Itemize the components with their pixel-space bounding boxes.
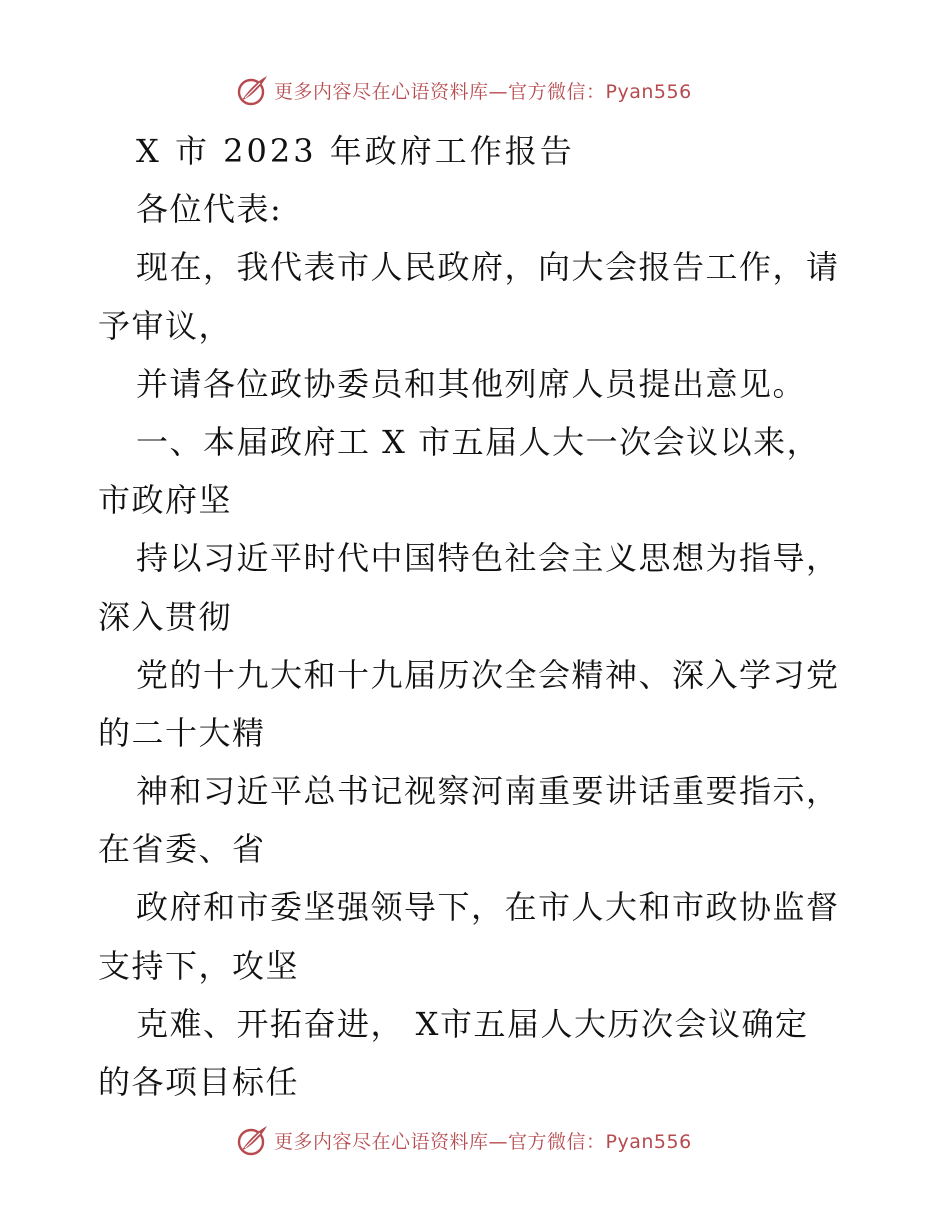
feather-pen-logo-icon: [236, 1123, 270, 1157]
paragraph-line: 持以习近平时代中国特色社会主义思想为指导，: [136, 539, 840, 578]
paragraph-line: 神和习近平总书记视察河南重要讲话重要指示，: [136, 772, 840, 811]
paragraph-line: 政府和市委坚强领导下，在市人大和市政协监督: [136, 888, 840, 927]
section-heading-line: 一、本届政府工 X 市五届人大一次会议以来，: [136, 422, 821, 461]
paragraph-line: 予审议，: [98, 306, 233, 345]
paragraph-line: 的各项目标任: [98, 1063, 300, 1101]
paragraph-line: 市政府坚: [98, 481, 233, 520]
paragraph-line: 在省委、省: [98, 830, 266, 869]
paragraph-line: 党的十九大和十九届历次全会精神、深入学习党: [136, 655, 840, 694]
salutation: 各位代表:: [136, 190, 283, 229]
paragraph-line: 支持下，攻坚: [98, 946, 300, 985]
watermark-header: [236, 72, 692, 108]
paragraph-line: 深入贯彻: [98, 597, 233, 636]
paragraph-line: 的二十大精: [98, 713, 266, 752]
feather-pen-logo-icon: [236, 73, 270, 107]
paragraph-line: 克难、开拓奋进， X市五届人大历次会议确定: [136, 1004, 809, 1043]
watermark-text: 更多内容尽在心语资料库—官方微信：Pyan556: [274, 1130, 692, 1153]
paragraph-line: 现在，我代表市人民政府，向大会报告工作，请: [136, 248, 840, 287]
paragraph-line: 并请各位政协委员和其他列席人员提出意见。: [136, 364, 807, 403]
document-body: [98, 122, 858, 1111]
watermark-footer: [236, 1122, 692, 1158]
document-title: X 市 2023 年政府工作报告: [136, 132, 575, 170]
watermark-text: 更多内容尽在心语资料库—官方微信：Pyan556: [274, 80, 692, 103]
